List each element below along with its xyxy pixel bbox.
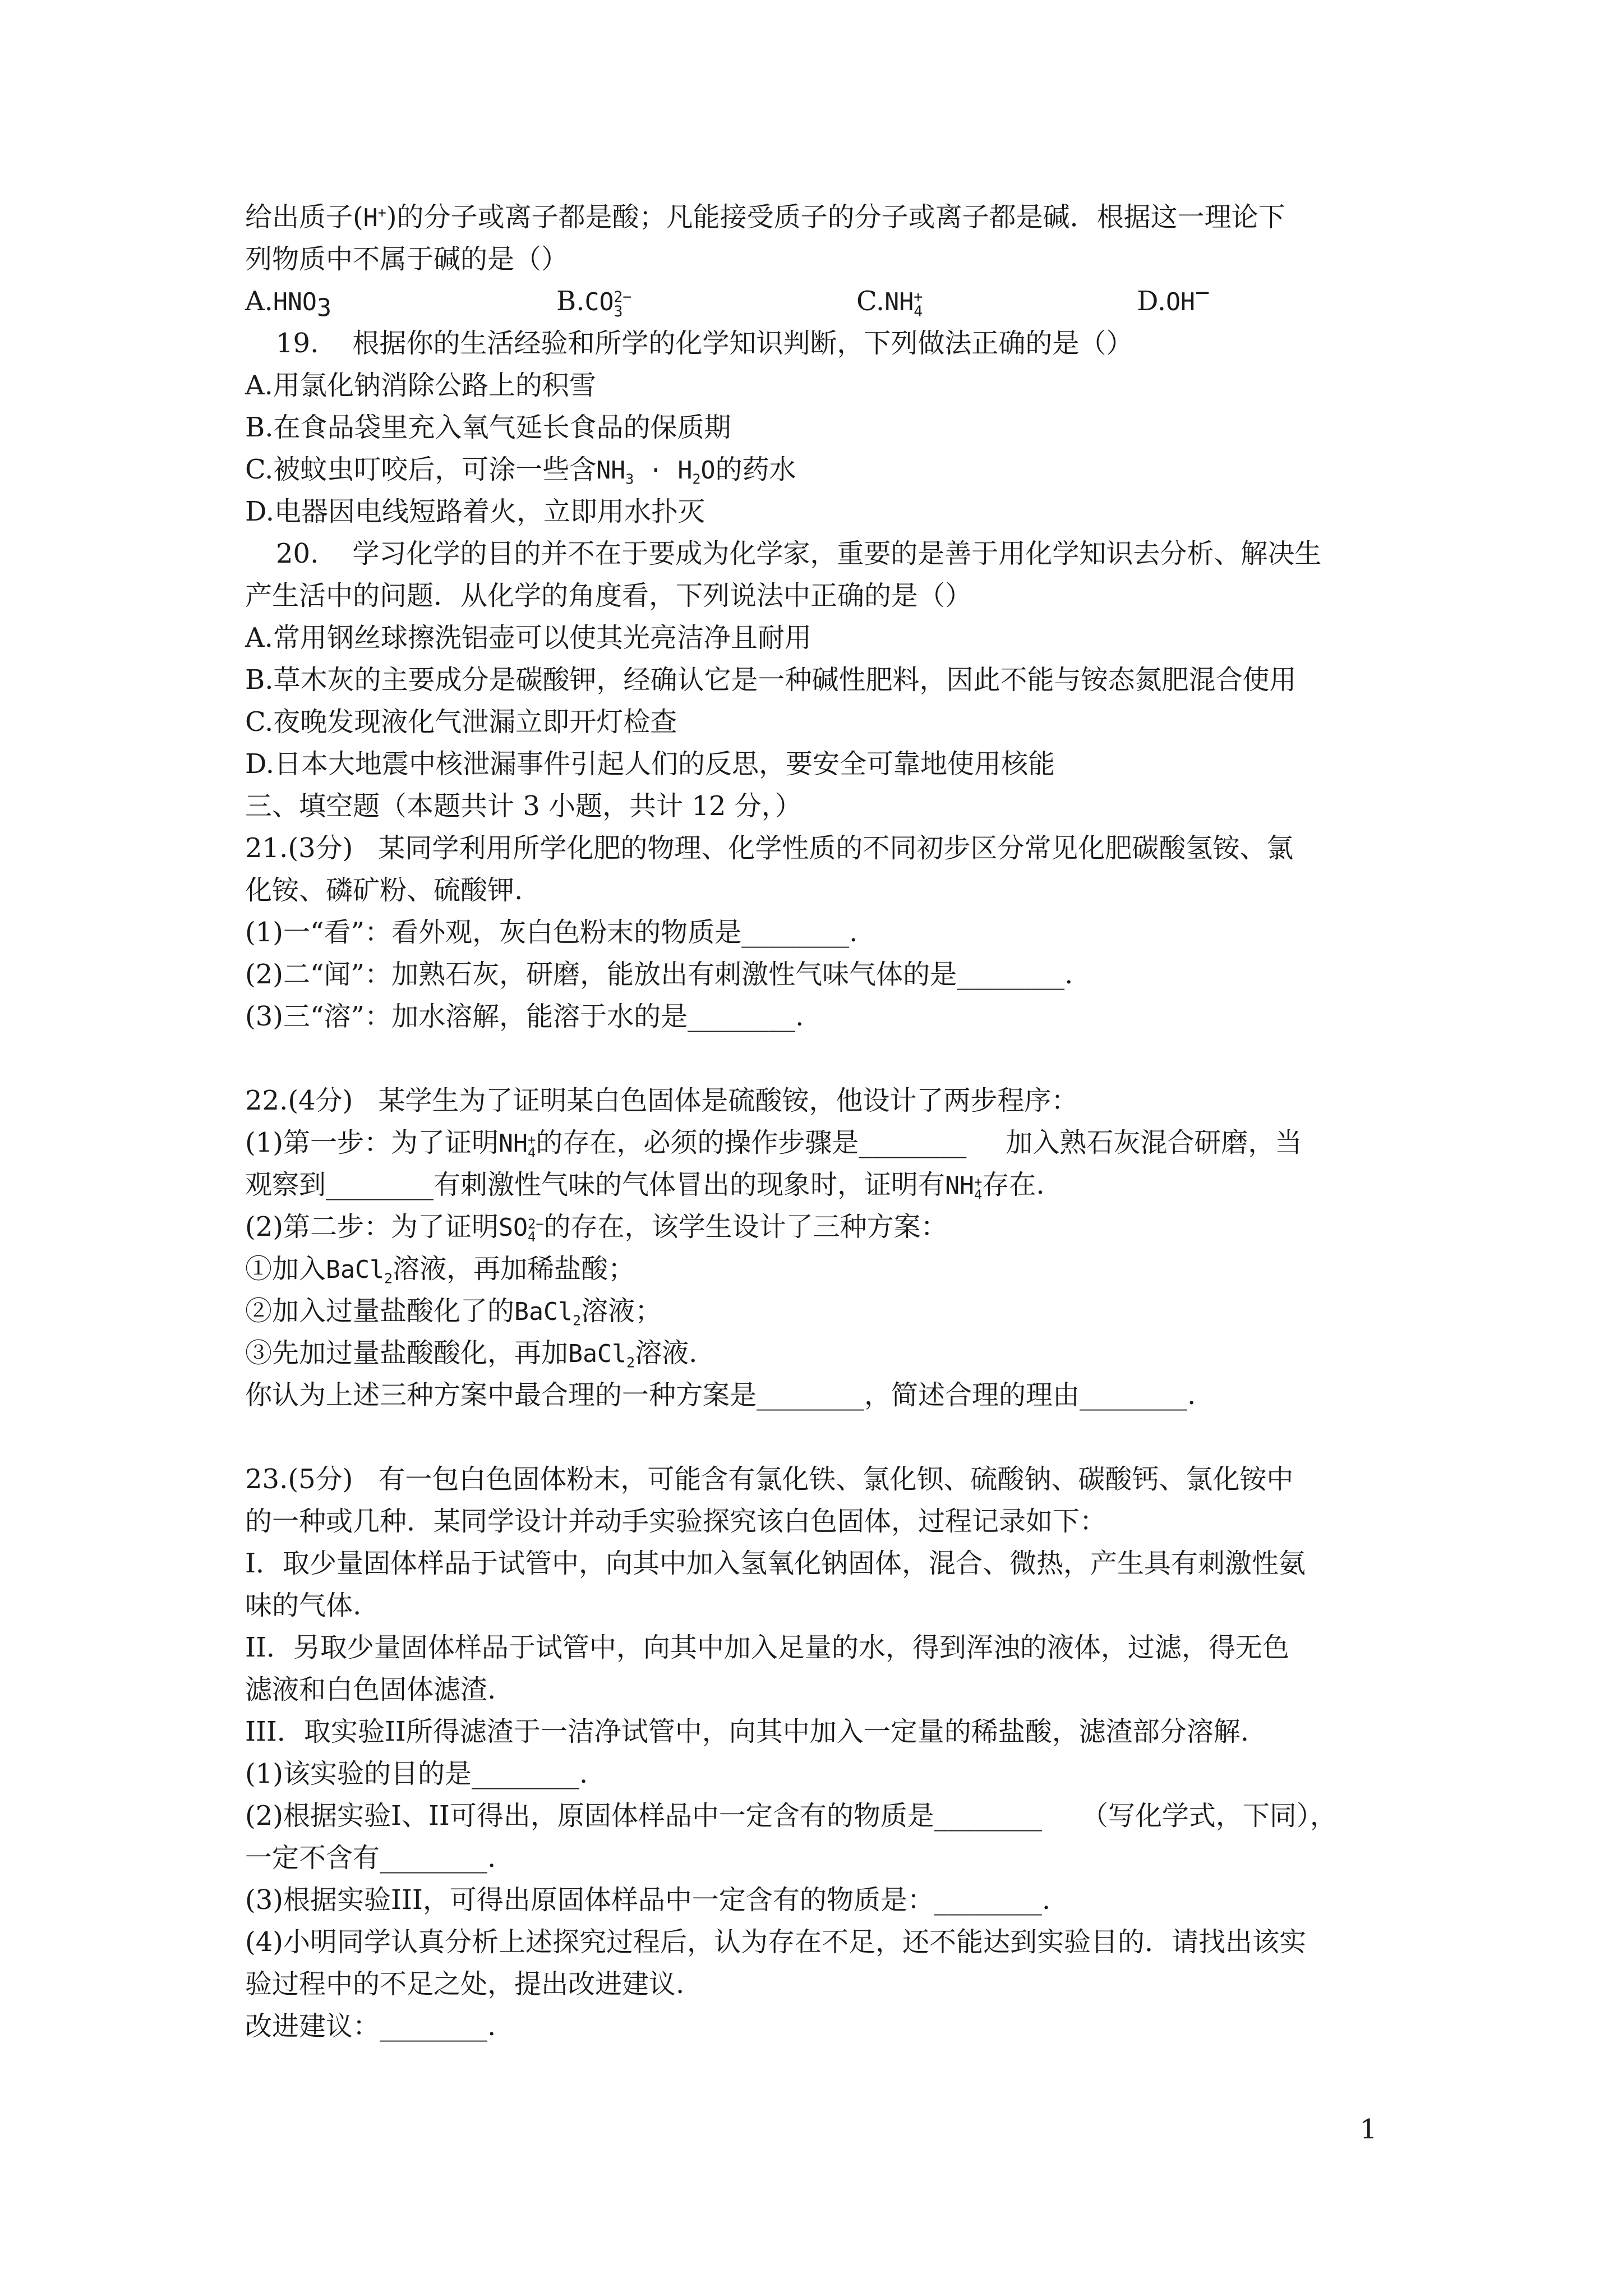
q21-head: 21.(3分)	[245, 832, 353, 864]
ammonium-ion: NH + 4	[499, 1130, 536, 1161]
q23-exp-3: III．取实验II所得滤渣于一洁净试管中，向其中加入一定量的稀盐酸，滤渣部分溶解.	[245, 1716, 1249, 1747]
q23-part-4-line-1: (4)小明同学认真分析上述探究过程后，认为存在不足，还不能达到实验目的．请找出该实	[245, 1926, 1306, 1958]
q20-stem-2: 产生活中的问题．从化学的角度看，下列说法中正确的是（）	[245, 580, 972, 611]
q21-part-2: (2)二“闻”：加熟石灰，研磨，能放出有刺激性气味气体的是________.	[245, 959, 1073, 990]
q23-part-1: (1)该实验的目的是________.	[245, 1758, 588, 1789]
page-content	[245, 196, 1389, 2047]
page-number: 1	[1360, 2114, 1377, 2145]
q22-step-1-line-1: (1)第一步：为了证明NH + 4 的存在，必须的操作步骤是________ 加入熟石灰混合研磨，当	[245, 1127, 1302, 1161]
barium-chloride: BaCl$_2$	[514, 1298, 582, 1329]
q18-line-2: 列物质中不属于碱的是（）	[245, 243, 569, 275]
sulfate-ion: SO 2− 4	[499, 1214, 544, 1245]
q21-stem-2: 化铵、磷矿粉、硫酸钾.	[245, 875, 523, 906]
q20-option-d: D.日本大地震中核泄漏事件引起人们的反思，要安全可靠地使用核能	[245, 748, 1055, 780]
q23-head: 23.(5分)	[245, 1464, 353, 1495]
q18-options	[245, 280, 1389, 323]
q22-head: 22.(4分)	[245, 1085, 353, 1116]
barium-chloride: BaCl$_2$	[326, 1256, 393, 1287]
q22-conclusion: 你认为上述三种方案中最合理的一种方案是________，简述合理的理由________.	[245, 1379, 1196, 1411]
q18-option-c: C.NH + 4	[856, 286, 923, 320]
q22-plan-3: ③先加过量盐酸酸化，再加BaCl$_2$溶液.	[245, 1337, 698, 1371]
q23-exp-1-line-1: I．取少量固体样品于试管中，向其中加入氢氧化钠固体，混合、微热，产生具有刺激性氨	[245, 1548, 1306, 1579]
barium-chloride: BaCl$_2$	[568, 1340, 635, 1371]
q23-part-2-line-1: (2)根据实验I、II可得出，原固体样品中一定含有的物质是________ （写化学式，下同），	[245, 1800, 1337, 1832]
q18-option-b: B.CO 2− 3	[556, 286, 632, 320]
q18-option-a: $A.HNO_3$	[245, 286, 331, 323]
q23-part-2-line-2: 一定不含有________.	[245, 1842, 496, 1874]
q19-number: 19.	[276, 328, 319, 359]
q23-stem-1: 23.(5分) 有一包白色固体粉末，可能含有氯化铁、氯化钡、硫酸钠、碳酸钙、氯化铵中	[245, 1464, 1294, 1495]
q19-option-a: A.用氯化钠消除公路上的积雪	[245, 370, 596, 401]
q22-step-1-line-2: 观察到________有刺激性气味的气体冒出的现象时，证明有NH + 4 存在.	[245, 1169, 1045, 1203]
ammonia-water-formula: $NH_3 \cdot H_2O$	[596, 457, 716, 487]
q23-part-4-line-2: 验过程中的不足之处，提出改进建议.	[245, 1968, 685, 2000]
q21-stem-1: 21.(3分) 某同学利用所学化肥的物理、化学性质的不同初步区分常见化肥碳酸氢铵、氯	[245, 832, 1294, 864]
q22-plan-2: ②加入过量盐酸化了的BaCl$_2$溶液；	[245, 1295, 662, 1329]
q22-stem: 22.(4分) 某学生为了证明某白色固体是硫酸铵，他设计了两步程序：	[245, 1085, 1078, 1116]
q23-exp-2-line-2: 滤液和白色固体滤渣.	[245, 1674, 496, 1705]
q20-option-b: B.草木灰的主要成分是碳酸钾，经确认它是一种碱性肥料，因此不能与铵态氮肥混合使用	[245, 664, 1297, 696]
q23-advice: 改进建议：________.	[245, 2010, 496, 2042]
q21-part-1: (1)一“看”：看外观，灰白色粉末的物质是________.	[245, 917, 858, 948]
q19-option-c: C.被蚊虫叮咬后，可涂一些含$NH_3 \cdot H_2O$的药水	[245, 454, 796, 487]
section-3-title: 三、填空题（本题共计 3 小题，共计 12 分，）	[245, 790, 802, 822]
q23-exp-1-line-2: 味的气体.	[245, 1590, 362, 1621]
q23-part-3: (3)根据实验III，可得出原固体样品中一定含有的物质是：________.	[245, 1884, 1051, 1916]
spacer	[245, 1416, 1389, 1458]
q20-option-c: C.夜晚发现液化气泄漏立即开灯检查	[245, 706, 677, 738]
q19-option-d: D.电器因电线短路着火，立即用水扑灭	[245, 496, 706, 527]
h-ion: H+	[363, 204, 386, 232]
q18-line-1: 给出质子(H+)的分子或离子都是酸；凡能接受质子的分子或离子都是碱．根据这一理论下	[245, 201, 1285, 233]
q22-step-2: (2)第二步：为了证明SO 2− 4 的存在，该学生设计了三种方案：	[245, 1211, 948, 1245]
q19-option-b: B.在食品袋里充入氧气延长食品的保质期	[245, 412, 731, 443]
q18-option-d: D.OH−	[1137, 279, 1210, 317]
q23-stem-2: 的一种或几种．某同学设计并动手实验探究该白色固体，过程记录如下：	[245, 1506, 1107, 1537]
q20-option-a: A.常用钢丝球擦洗铝壶可以使其光亮洁净且耐用	[245, 622, 811, 654]
q22-plan-1: ①加入BaCl$_2$溶液，再加稀盐酸；	[245, 1253, 635, 1287]
spacer	[245, 1038, 1389, 1080]
q20-number: 20.	[276, 538, 319, 569]
q21-part-3: (3)三“溶”：加水溶解，能溶于水的是________.	[245, 1001, 804, 1032]
q23-exp-2-line-1: II．另取少量固体样品于试管中，向其中加入足量的水，得到浑浊的液体，过滤，得无色	[245, 1632, 1289, 1663]
q20-stem-1: 20. 学习化学的目的并不在于要成为化学家，重要的是善于用化学知识去分析、解决生	[276, 538, 1322, 569]
q19-stem: 19. 根据你的生活经验和所学的化学知识判断，下列做法正确的是（）	[276, 328, 1133, 359]
ammonium-ion: NH + 4	[945, 1172, 983, 1203]
